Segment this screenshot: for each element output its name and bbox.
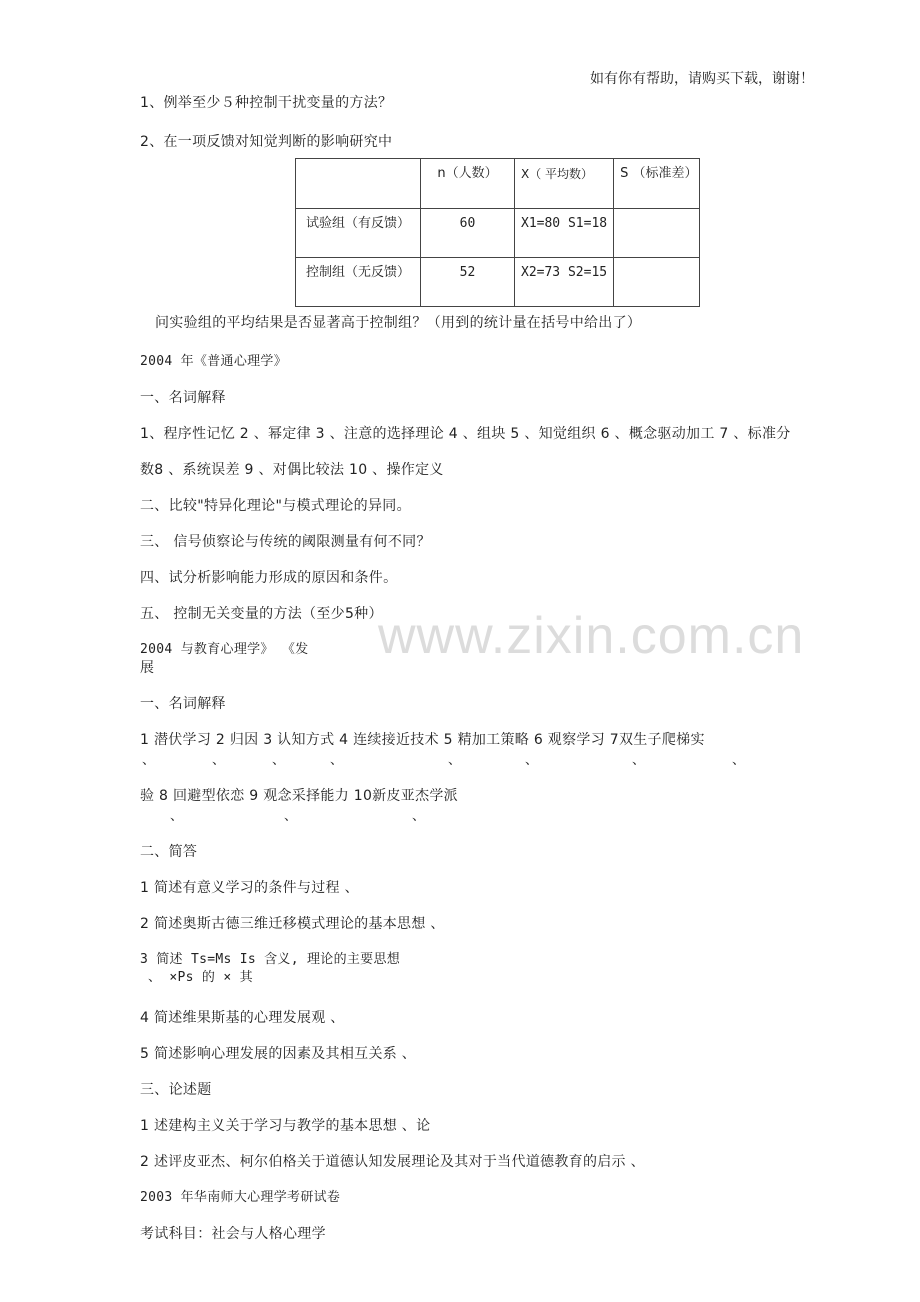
short-answer-4: 4 简述维果斯基的心理发展观 、 — [140, 1010, 345, 1026]
table-cell: 试验组（有反馈） — [296, 209, 421, 258]
question-compare: 二、比较"特异化理论"与模式理论的异同。 — [140, 498, 411, 514]
table-row — [296, 258, 700, 307]
table-cell — [614, 209, 700, 258]
essay-2: 2 述评皮亚杰、柯尔伯格关于道德认知发展理论及其对于当代道德教育的启示 、 — [140, 1154, 645, 1170]
table-row — [296, 209, 700, 258]
section-title-2004-general-psychology: 2004 年《普通心理学》 — [140, 354, 288, 369]
short-answer-3: 3 简述 Ts=Ms Is 含义, 理论的主要思想 — [140, 952, 401, 967]
question-signal-detection: 三、 信号侦察论与传统的阈限测量有何不同？ — [140, 534, 431, 550]
document-page: 如有你有帮助，请购买下载，谢谢！ www.zixin.com.cn 1、例举至少５种控制干扰变量的方法？ 2、在一项反馈对知觉判断的影响研究中 n（人数） X（ 平均数） S （标准差） 试验组（有反馈） 60 X1=80 S1=18 控制组（无反馈） 52 X2=73 S2=15 问实验组的平均结果是否显著高于控制组？（用到的统计量在括号中给出了） 2004 年《普通心理学》 一、名词解释 1、程序性记忆 2 、幂定律 3 、注意的选择理论 4 、组块 5 、知觉组织 6 、概念驱动加工 7 、标准分 数8 、系统误差 9 、对偶比较法 10 、操作定义 二、比较"特异化理论"与模式理论的异同。 三、 信号侦察论与传统的阈限测量有何不同？ 四、试分析影响能力形成的原因和条件。 五、 控制无关变量的方法（至少5种） 2004 与教育心理学》 《发 展 一、名词解释 1 潜伏学习 2 归因 3 认知方式 4 连续接近技术 5 精加工策略 6 观察学习 7双生子爬梯实 、 、 、 、 、 、 、 、 验 8 回避型依恋 9 观念采择能力 10新皮亚杰学派 、 、 、 二、简答 1 简述有意义学习的条件与过程 、 2 简述奥斯古德三维迁移模式理论的基本思想 、 3 简述 Ts=Ms Is 含义, 理论的主要思想 、 ×Ps 的 × 其 4 简述维果斯基的心理发展观 、 5 简述影响心理发展的因素及其相互关系 、 三、论述题 1 述建构主义关于学习与教学的基本思想 、论 2 述评皮亚杰、柯尔伯格关于道德认知发展理论及其对于当代道德教育的启示 、 2003 年华南师大心理学考研试卷 考试科目：社会与人格心理学 — [0, 0, 920, 1302]
exam-subject: 考试科目：社会与人格心理学 — [140, 1226, 326, 1242]
section-heading-essay: 三、论述题 — [140, 1082, 212, 1098]
section-heading-terms-2: 一、名词解释 — [140, 696, 226, 712]
table-cell: X2=73 S2=15 — [515, 258, 614, 307]
question-control-variables: 五、 控制无关变量的方法（至少5种） — [140, 606, 383, 622]
section-heading-terms: 一、名词解释 — [140, 390, 226, 406]
table-header-row — [296, 159, 700, 209]
essay-1: 1 述建构主义关于学习与教学的基本思想 、论 — [140, 1118, 431, 1134]
question-1: 1、例举至少５种控制干扰变量的方法？ — [140, 95, 393, 111]
table-header-cell — [296, 159, 421, 209]
short-answer-2: 2 简述奥斯古德三维迁移模式理论的基本思想 、 — [140, 916, 445, 932]
question-2-text: 问实验组的平均结果是否显著高于控制组？（用到的统计量在括号中给出了） — [155, 315, 642, 331]
table-cell: 52 — [421, 258, 515, 307]
section-title-2004-educational-psychology: 2004 与教育心理学》 《发 — [140, 642, 309, 657]
table-header-cell: n（人数） — [421, 159, 515, 209]
header-note: 如有你有帮助，请购买下载，谢谢！ — [590, 71, 814, 87]
terms-line-4: 验 8 回避型依恋 9 观念采择能力 10新皮亚杰学派 — [140, 788, 458, 804]
table-cell: X1=80 S1=18 — [515, 209, 614, 258]
terms-line-1: 1、程序性记忆 2 、幂定律 3 、注意的选择理论 4 、组块 5 、知觉组织 6 、概念驱动加工 7 、标准分 — [140, 426, 791, 442]
section-heading-short-answer: 二、简答 — [140, 844, 198, 860]
table-cell — [614, 258, 700, 307]
section-title-continuation: 展 — [140, 660, 155, 676]
table-cell: 控制组（无反馈） — [296, 258, 421, 307]
table-header-cell: S （标准差） — [614, 159, 700, 209]
watermark: www.zixin.com.cn — [378, 607, 805, 665]
short-answer-1: 1 简述有意义学习的条件与过程 、 — [140, 880, 359, 896]
statistics-table — [295, 158, 700, 307]
question-ability: 四、试分析影响能力形成的原因和条件。 — [140, 570, 398, 586]
table-header-cell: X（ 平均数） — [515, 159, 614, 209]
terms-line-3: 1 潜伏学习 2 归因 3 认知方式 4 连续接近技术 5 精加工策略 6 观察学习 7双生子爬梯实 — [140, 732, 705, 748]
section-title-2003: 2003 年华南师大心理学考研试卷 — [140, 1190, 341, 1205]
question-2: 2、在一项反馈对知觉判断的影响研究中 — [140, 134, 393, 150]
table-cell: 60 — [421, 209, 515, 258]
short-answer-5: 5 简述影响心理发展的因素及其相互关系 、 — [140, 1046, 417, 1062]
terms-line-2: 数8 、系统误差 9 、对偶比较法 10 、操作定义 — [140, 462, 444, 478]
short-answer-3-sub: 、 ×Ps 的 × 其 — [148, 970, 253, 985]
